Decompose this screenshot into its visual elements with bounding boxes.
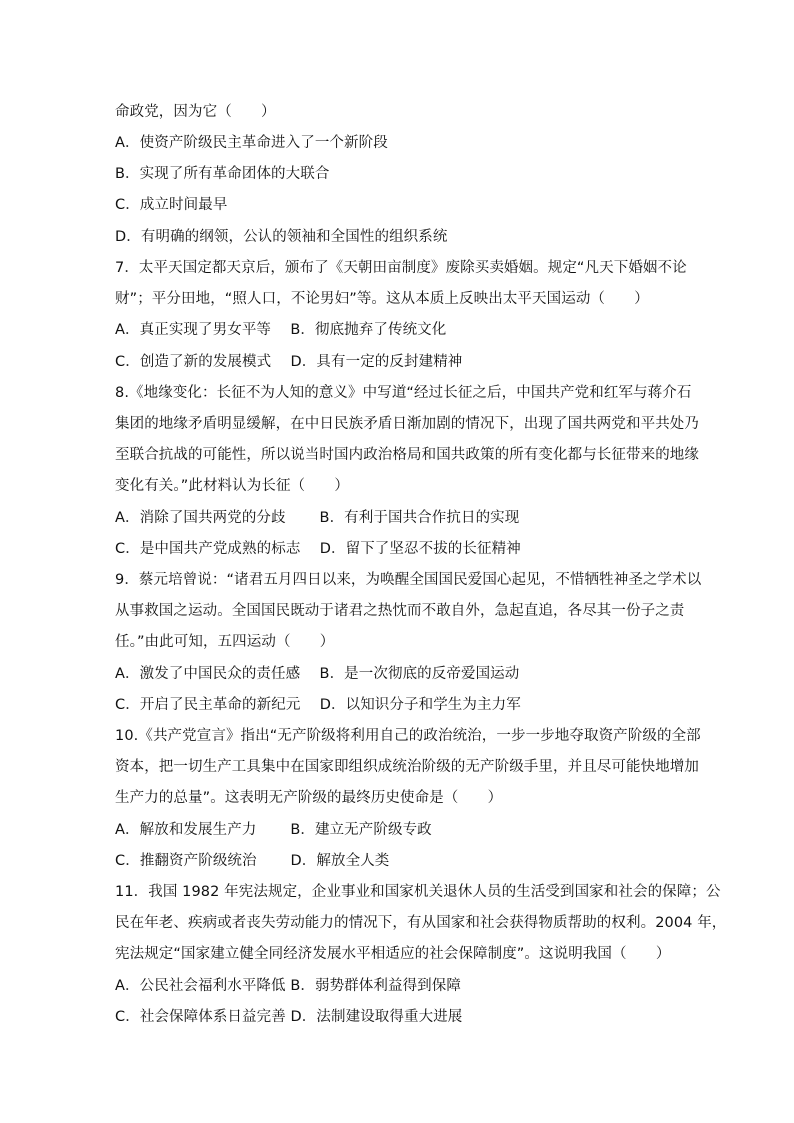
q11-stem-line-1: 11．我国 1982 年宪法规定，企业事业和国家机关退休人员的生活受到国家和社会的保障；公 xyxy=(115,884,721,900)
q10-stem-line-2: 资本，把一切生产工具集中在国家即组织成统治阶级的无产阶级手里，并且尽可能快地增加 xyxy=(115,759,699,775)
q9-options-cd: C．开启了民主革命的新纪元 D．以知识分子和学生为主力军 xyxy=(115,697,521,713)
q8-stem-line-4: 变化有关。”此材料认为长征（ ） xyxy=(115,478,349,494)
q8-stem-line-2: 集团的地缘矛盾明显缓解，在中日民族矛盾日渐加剧的情况下，出现了国共两党和平共处乃 xyxy=(115,416,699,432)
q10-stem-line-3: 生产力的总量”。这表明无产阶级的最终历史使命是（ ） xyxy=(115,790,503,806)
q11-options-ab: A．公民社会福利水平降低 B．弱势群体利益得到保障 xyxy=(115,978,461,994)
q11-stem-line-2: 民在年老、疾病或者丧失劳动能力的情况下，有从国家和社会获得物质帮助的权利。2004 年， xyxy=(115,915,727,931)
q9-options-ab: A．激发了中国民众的责任感 B．是一次彻底的反帝爱国运动 xyxy=(115,666,520,682)
q9-stem-line-2: 从事救国之运动。全国国民既动于诸君之热忱而不敢自外，急起直追，各尽其一份子之责 xyxy=(115,603,685,619)
q10-options-ab: A．解放和发展生产力 B．建立无产阶级专政 xyxy=(115,822,432,838)
q10-stem-line-1: 10.《共产党宣言》指出“无产阶级将利用自己的政治统治，一步一步地夺取资产阶级的全部 xyxy=(115,728,701,744)
q6-stem-end: 命政党，因为它（ ） xyxy=(115,104,276,120)
q7-stem-line-1: 7．太平天国定都天京后，颁布了《天朝田亩制度》废除买卖婚姻。规定“凡天下婚姻不论 xyxy=(115,260,687,276)
q7-stem-line-2: 财”；平分田地，“照人口，不论男妇”等。这从本质上反映出太平天国运动（ ） xyxy=(115,291,649,307)
q6-option-b: B．实现了所有革命团体的大联合 xyxy=(115,166,330,182)
q9-stem-line-3: 任。”由此可知，五四运动（ ） xyxy=(115,634,335,650)
q6-option-c: C．成立时间最早 xyxy=(115,197,228,213)
q8-stem-line-1: 8.《地缘变化：长征不为人知的意义》中写道“经过长征之后，中国共产党和红军与蒋介石 xyxy=(115,385,692,401)
q8-options-ab: A．消除了国共两党的分歧 B．有利于国共合作抗日的实现 xyxy=(115,510,520,526)
q6-option-a: A．使资产阶级民主革命进入了一个新阶段 xyxy=(115,135,388,151)
q11-stem-line-3: 宪法规定“国家建立健全同经济发展水平相适应的社会保障制度”。这说明我国（ ） xyxy=(115,946,671,962)
q11-options-cd: C．社会保障体系日益完善 D．法制建设取得重大进展 xyxy=(115,1009,463,1025)
q10-options-cd: C．推翻资产阶级统治 D．解放全人类 xyxy=(115,853,390,869)
q6-option-d: D．有明确的纲领，公认的领袖和全国性的组织系统 xyxy=(115,229,448,245)
q7-options-cd: C．创造了新的发展模式 D．具有一定的反封建精神 xyxy=(115,354,463,370)
q8-stem-line-3: 至联合抗战的可能性，所以说当时国内政治格局和国共政策的所有变化都与长征带来的地缘 xyxy=(115,447,699,463)
q9-stem-line-1: 9．蔡元培曾说：“诸君五月四日以来，为唤醒全国国民爱国心起见，不惜牺牲神圣之学术以 xyxy=(115,572,702,588)
q8-options-cd: C．是中国共产党成熟的标志 D．留下了坚忍不拔的长征精神 xyxy=(115,541,521,557)
q7-options-ab: A．真正实现了男女平等 B．彻底抛弃了传统文化 xyxy=(115,322,447,338)
